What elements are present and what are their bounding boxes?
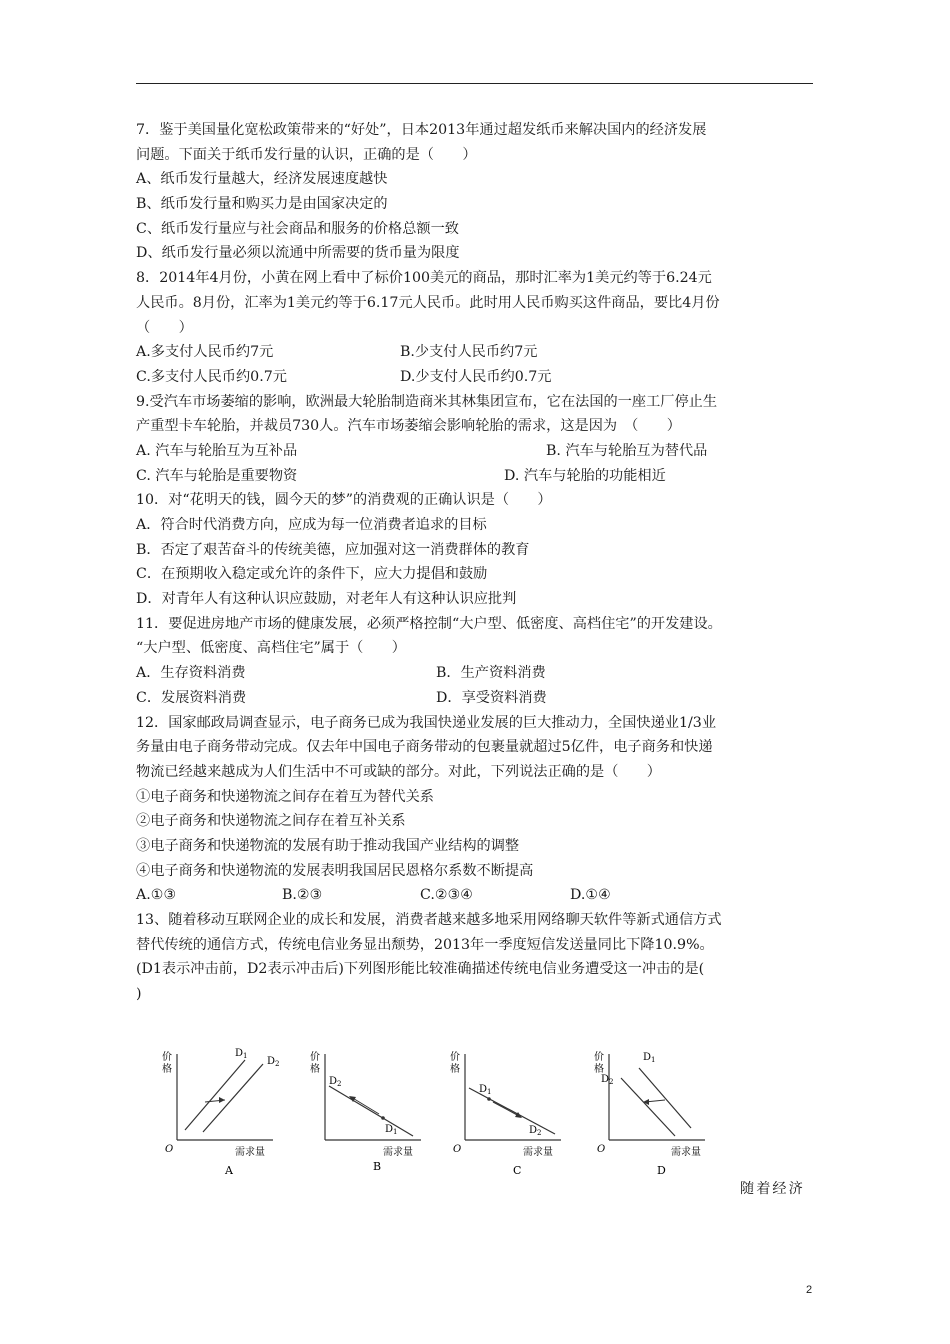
graph-a-letter: A [225, 1164, 233, 1177]
q8-option-b: B.少支付人民币约7元 [400, 344, 538, 361]
q12-item-3: ③电子商务和快递物流的发展有助于推动我国产业结构的调整 [136, 837, 520, 854]
graph-c-d2-label: $D_2$ [529, 1125, 542, 1137]
q8-options-row1 [136, 340, 816, 365]
graph-d-origin: O [597, 1144, 606, 1155]
graph-c-y-label-1: 价 [450, 1052, 460, 1063]
q9-options-row1 [136, 439, 816, 464]
q7-option-d: D、纸币发行量必须以流通中所需要的货币量为限度 [136, 245, 460, 262]
graph-b-figure [303, 1040, 433, 1180]
graph-d [587, 1040, 717, 1180]
trailing-text: 随着经济 [740, 1181, 805, 1197]
graph-c-origin: O [453, 1144, 462, 1155]
graph-b-d1-label: $D_1$ [385, 1124, 398, 1136]
q11-option-c: C．发展资料消费 [136, 689, 247, 706]
q10-option-a: A．符合时代消费方向，应成为每一位消费者追求的目标 [136, 517, 487, 533]
graph-c-x-label: 需求量 [523, 1147, 553, 1158]
graph-c-letter: C [513, 1164, 522, 1177]
q10-option-c: C．在预期收入稳定或允许的条件下，应大力提倡和鼓励 [136, 566, 488, 583]
q13-stem-line1: 13、随着移动互联网企业的成长和发展，消费者越来越多地采用网络聊天软件等新式通信方式 [136, 912, 722, 928]
graph-b [303, 1040, 433, 1180]
q7-option-c: C、纸币发行量应与社会商品和服务的价格总额一致 [136, 220, 459, 237]
header-rule [136, 83, 813, 84]
graph-a-d1-label: $D_1$ [235, 1048, 248, 1060]
graph-c-y-label-2: 格 [450, 1064, 460, 1075]
q11-option-b: B．生产资料消费 [436, 665, 546, 682]
question-content [136, 118, 816, 1007]
q12-stem-line3: 物流已经越来越成为人们生活中不可或缺的部分。对此，下列说法正确的是（ ） [136, 763, 661, 780]
q8-stem-line3: （ ） [136, 319, 193, 336]
q7-option-b: B、纸币发行量和购买力是由国家决定的 [136, 196, 388, 213]
q8-option-a: A.多支付人民币约7元 [136, 344, 274, 361]
graph-c-point-d1 [487, 1097, 491, 1101]
q8-option-c: C.多支付人民币约0.7元 [136, 368, 287, 385]
graph-d-y-label-2: 格 [594, 1064, 604, 1075]
q12-item-2: ②电子商务和快递物流之间存在着互补关系 [136, 813, 406, 830]
graph-a-figure [155, 1040, 285, 1180]
graph-a-origin: O [165, 1144, 174, 1155]
q12-options [136, 883, 816, 908]
graph-b-letter: B [373, 1160, 382, 1173]
q12-option-c: C.②③④ [420, 887, 474, 904]
q10-option-d: D．对青年人有这种认识应鼓励，对老年人有这种认识应批判 [136, 591, 517, 608]
graph-d-d2-label: $D_2$ [601, 1074, 614, 1086]
graph-a-x-label: 需求量 [235, 1147, 265, 1158]
q9-option-d: D. 汽车与轮胎的功能相近 [504, 467, 666, 484]
q9-stem-line1: 9.受汽车市场萎缩的影响，欧洲最大轮胎制造商米其林集团宣布，它在法国的一座工厂停止生 [136, 393, 718, 410]
graph-d-figure [587, 1040, 717, 1180]
q9-stem-line2: 产重型卡车轮胎，并裁员730人。汽车市场萎缩会影响轮胎的需求，这是因为 （ ） [136, 418, 681, 435]
q11-options-row2 [136, 686, 816, 711]
q13-stem-line2: 替代传统的通信方式，传统电信业务显出颓势，2013年一季度短信发送量同比下降10.9%。 [136, 936, 714, 953]
q8-stem-line1: 8．2014年4月份，小黄在网上看中了标价100美元的商品，那时汇率为1美元约等于6.24元 [136, 270, 712, 287]
q8-stem-line2: 人民币。8月份，汇率为1美元约等于6.17元人民币。此时用人民币购买这件商品，要比4月份 [136, 294, 720, 311]
graph-b-point-d1 [381, 1116, 385, 1120]
graph-b-y-label-1: 价 [310, 1052, 320, 1063]
q11-options-row1 [136, 661, 816, 686]
q8-option-d: D.少支付人民币约0.7元 [400, 368, 552, 385]
q12-option-d: D.①④ [570, 887, 611, 904]
graph-a-y-label-1: 价 [162, 1052, 172, 1063]
graph-c [443, 1040, 573, 1180]
q9-option-a: A. 汽车与轮胎互为互补品 [136, 442, 298, 459]
graph-c-d1-label: $D_1$ [479, 1084, 492, 1096]
q11-stem-line1: 11．要促进房地产市场的健康发展，必须严格控制“大户型、低密度、高档住宅”的开发建设。 [136, 615, 722, 632]
q11-option-d: D．享受资料消费 [436, 689, 547, 706]
q12-option-b: B.②③ [282, 887, 323, 904]
q10-option-b: B．否定了艰苦奋斗的传统美德，应加强对这一消费群体的教育 [136, 541, 530, 558]
q9-option-c: C. 汽车与轮胎是重要物资 [136, 467, 298, 484]
graph-a-y-label-2: 格 [162, 1064, 172, 1075]
graph-d-letter: D [657, 1164, 666, 1177]
graph-c-figure [443, 1040, 573, 1180]
q12-item-4: ④电子商务和快递物流的发展表明我国居民恩格尔系数不断提高 [136, 862, 534, 879]
demand-graphs [155, 1040, 745, 1180]
graph-d-y-label-1: 价 [594, 1052, 604, 1063]
q12-option-a: A.①③ [136, 887, 177, 904]
graph-a [155, 1040, 285, 1180]
q10-stem: 10．对“花明天的钱，圆今天的梦”的消费观的正确认识是（ ） [136, 492, 552, 509]
graph-b-d2-label: $D_2$ [329, 1076, 342, 1088]
graph-b-x-label: 需求量 [383, 1147, 413, 1158]
q12-stem-line2: 务量由电子商务带动完成。仅去年中国电子商务带动的包裹量就超过5亿件，电子商务和快递 [136, 739, 713, 756]
graph-d-d1-label: $D_1$ [643, 1052, 656, 1064]
q12-item-1: ①电子商务和快递物流之间存在着互为替代关系 [136, 788, 434, 805]
q7-stem-line1: 7．鉴于美国量化宽松政策带来的“好处”，日本2013年通过超发纸币来解决国内的经济发展 [136, 122, 707, 138]
graph-a-d2-label: $D_2$ [267, 1056, 280, 1068]
q11-option-a: A．生存资料消费 [136, 665, 246, 682]
q13-stem-line3: (D1表示冲击前，D2表示冲击后)下列图形能比较准确描述传统电信业务遭受这一冲击的是( [136, 961, 705, 978]
q7-option-a: A、纸币发行量越大，经济发展速度越快 [136, 171, 388, 188]
graph-d-x-label: 需求量 [671, 1147, 701, 1158]
q11-stem-line2: “大户型、低密度、高档住宅”属于（ ） [136, 640, 406, 657]
q9-options-row2 [136, 464, 816, 489]
q13-stem-line4: ) [136, 986, 142, 1003]
graph-b-y-label-2: 格 [310, 1064, 320, 1075]
q8-options-row2 [136, 365, 816, 390]
page-number: 2 [806, 1284, 813, 1296]
q9-option-b: B. 汽车与轮胎互为替代品 [546, 442, 708, 459]
q7-stem-line2: 问题。下面关于纸币发行量的认识，正确的是（ ） [136, 146, 477, 163]
q12-stem-line1: 12．国家邮政局调查显示，电子商务已成为我国快递业发展的巨大推动力，全国快递业1/3业 [136, 714, 717, 731]
